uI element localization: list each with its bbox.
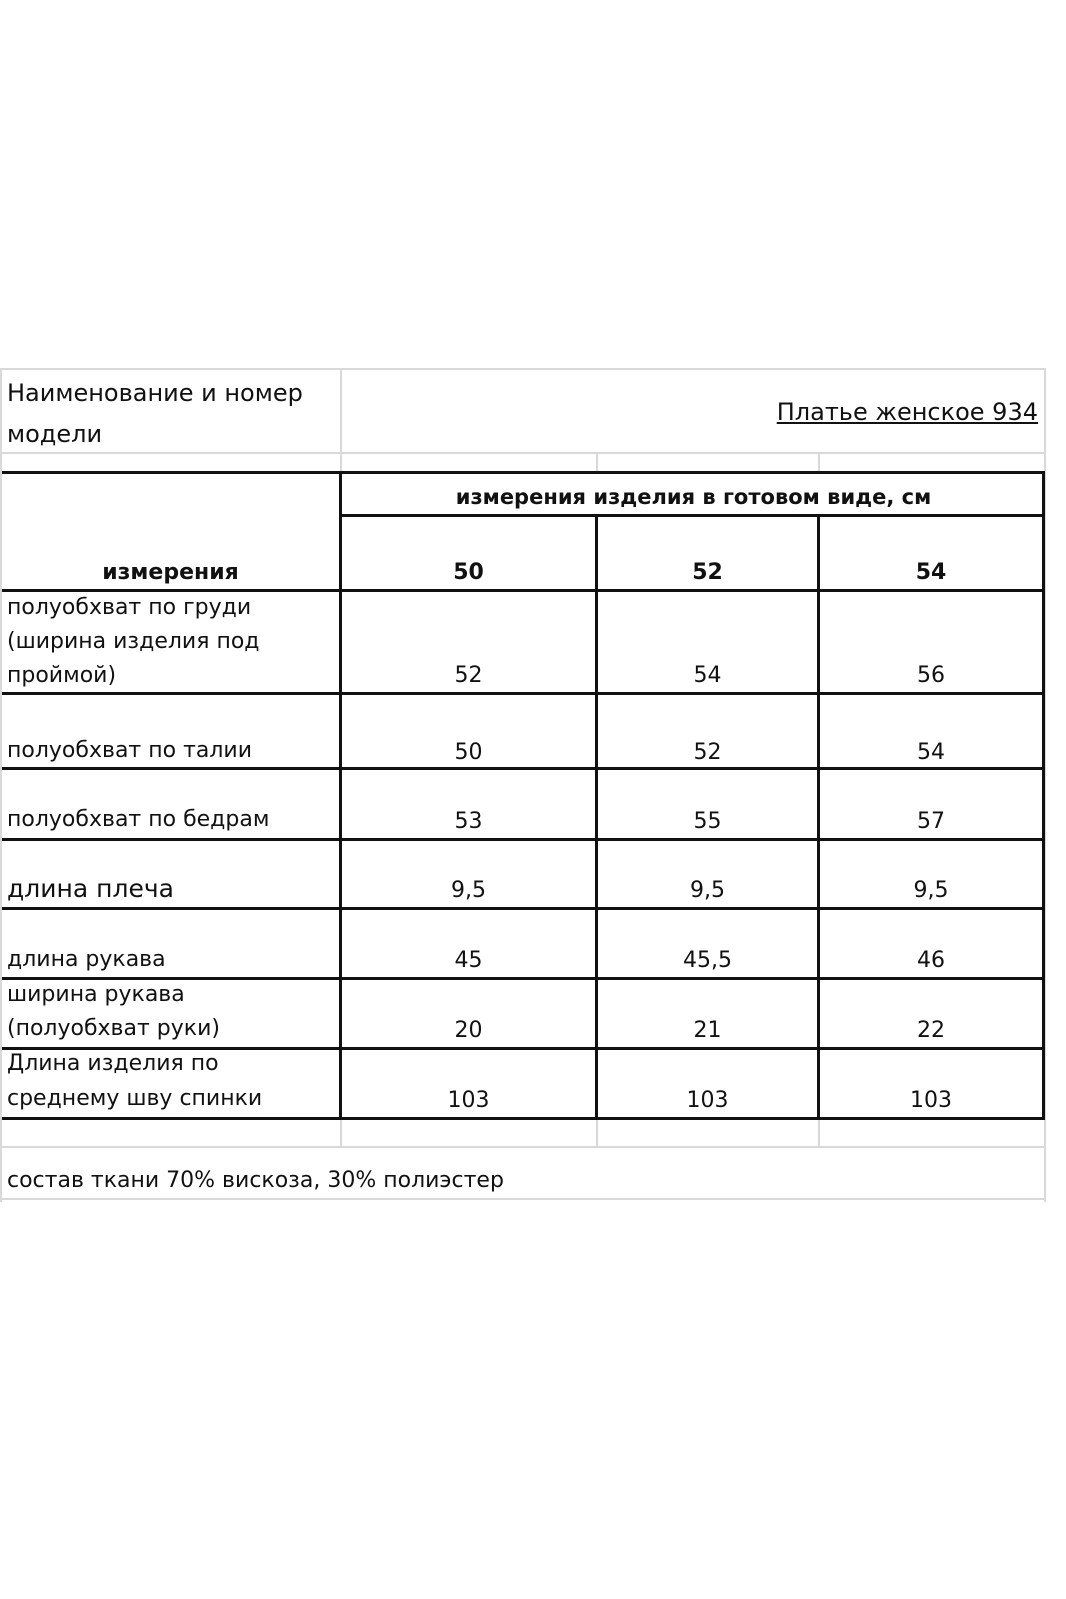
cell-value: 56 xyxy=(917,663,945,688)
row-label: Длина изделия по xyxy=(7,1051,219,1076)
cell-value: 52 xyxy=(693,740,722,765)
fabric-note: состав ткани 70% вискоза, 30% полиэстер xyxy=(7,1168,504,1193)
cell-value: 46 xyxy=(917,948,945,973)
cell-value: 22 xyxy=(917,1018,945,1043)
row-label: полуобхват по талии xyxy=(7,738,253,763)
size-header: 52 xyxy=(692,560,723,585)
grid-line xyxy=(340,368,342,454)
cell-value: 103 xyxy=(686,1088,729,1113)
row-label: (ширина изделия под xyxy=(7,629,260,654)
grid-line xyxy=(340,452,342,472)
row-label: полуобхват по груди xyxy=(7,595,252,620)
grid-line xyxy=(0,1146,1046,1148)
row-label: длина плеча xyxy=(7,874,174,903)
row-label: длина рукава xyxy=(7,947,166,972)
cell-value: 55 xyxy=(693,809,722,834)
cell-value: 20 xyxy=(454,1018,483,1043)
grid-line xyxy=(0,1198,1046,1200)
table-border xyxy=(341,514,1045,517)
cell-value: 50 xyxy=(454,740,483,765)
cell-value: 45,5 xyxy=(683,948,732,973)
cell-value: 45 xyxy=(454,948,483,973)
cell-value: 57 xyxy=(917,809,945,834)
cell-value: 53 xyxy=(454,809,483,834)
cell-value: 9,5 xyxy=(451,878,486,903)
row-label: среднему шву спинки xyxy=(7,1086,263,1111)
size-header: 54 xyxy=(915,560,947,585)
model-label-line2: модели xyxy=(7,420,103,448)
grid-line xyxy=(0,368,1046,370)
grid-line xyxy=(818,1120,820,1148)
row-label: проймой) xyxy=(7,663,117,688)
group-header: измерения изделия в готовом виде, см xyxy=(455,485,932,509)
grid-line xyxy=(0,368,2,1202)
cell-value: 103 xyxy=(910,1088,952,1113)
table-border xyxy=(1042,471,1045,1120)
table-border xyxy=(2,471,1045,474)
cell-value: 54 xyxy=(693,663,722,688)
cell-value: 52 xyxy=(454,663,483,688)
cell-value: 9,5 xyxy=(913,878,949,903)
cell-value: 54 xyxy=(917,740,945,765)
grid-line xyxy=(340,1120,342,1148)
grid-line xyxy=(0,452,1046,454)
cell-value: 103 xyxy=(447,1088,490,1113)
row-label: полуобхват по бедрам xyxy=(7,807,270,832)
model-name: Платье женское 934 xyxy=(776,398,1038,426)
measure-header: измерения xyxy=(102,560,239,585)
cell-value: 21 xyxy=(693,1018,722,1043)
model-label-line1: Наименование и номер xyxy=(7,379,303,407)
size-header: 50 xyxy=(453,560,484,585)
grid-line xyxy=(818,452,820,472)
grid-line xyxy=(596,452,598,472)
grid-line xyxy=(596,1120,598,1148)
cell-value: 9,5 xyxy=(690,878,725,903)
row-label: (полуобхват руки) xyxy=(7,1016,220,1041)
row-label: ширина рукава xyxy=(7,982,185,1007)
